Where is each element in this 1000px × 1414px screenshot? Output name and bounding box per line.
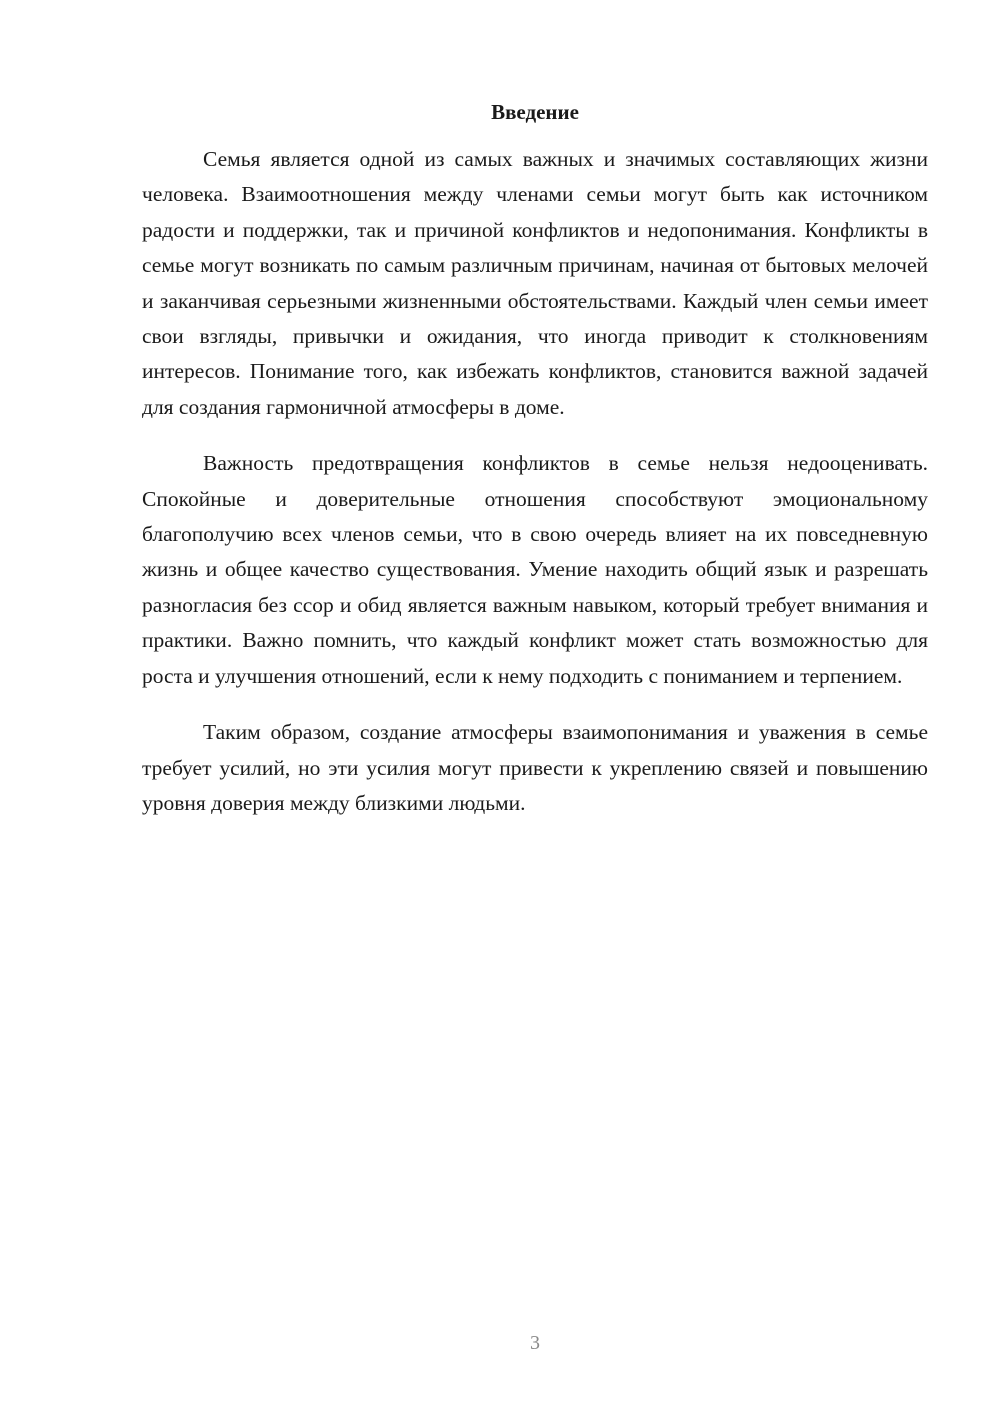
paragraph-3: Таким образом, создание атмосферы взаимопонимания и уважения в семье требует усилий, но эти усилия могут привести к укреплению связей и повышению уровня доверия между близкими людьми. <box>142 720 928 815</box>
page-number: 3 <box>530 1332 540 1354</box>
section-heading: Введение <box>491 100 579 124</box>
body-text <box>142 142 928 842</box>
paragraph-1: Семья является одной из самых важных и значимых составляющих жизни человека. Взаимоотношения между членами семьи могут быть как источником радости и поддержки, так и причиной конфликтов и недопонимания. Конфликты в семье могут возникать по самым различным причинам, начиная от бытовых мелочей и заканчивая серьезными жизненными обстоятельствами. Каждый член семьи имеет свои взгляды, привычки и ожидания, что иногда приводит к столкновениям интересов. Понимание того, как избежать конфликтов, становится важной задачей для создания гармоничной атмосферы в доме. <box>142 147 928 419</box>
paragraph-2: Важность предотвращения конфликтов в семье нельзя недооценивать. Спокойные и доверительные отношения способствуют эмоциональному благополучию всех членов семьи, что в свою очередь влияет на их повседневную жизнь и общее качество существования. Умение находить общий язык и разрешать разногласия без ссор и обид является важным навыком, который требует внимания и практики. Важно помнить, что каждый конфликт может стать возможностью для роста и улучшения отношений, если к нему подходить с пониманием и терпением. <box>142 451 928 688</box>
